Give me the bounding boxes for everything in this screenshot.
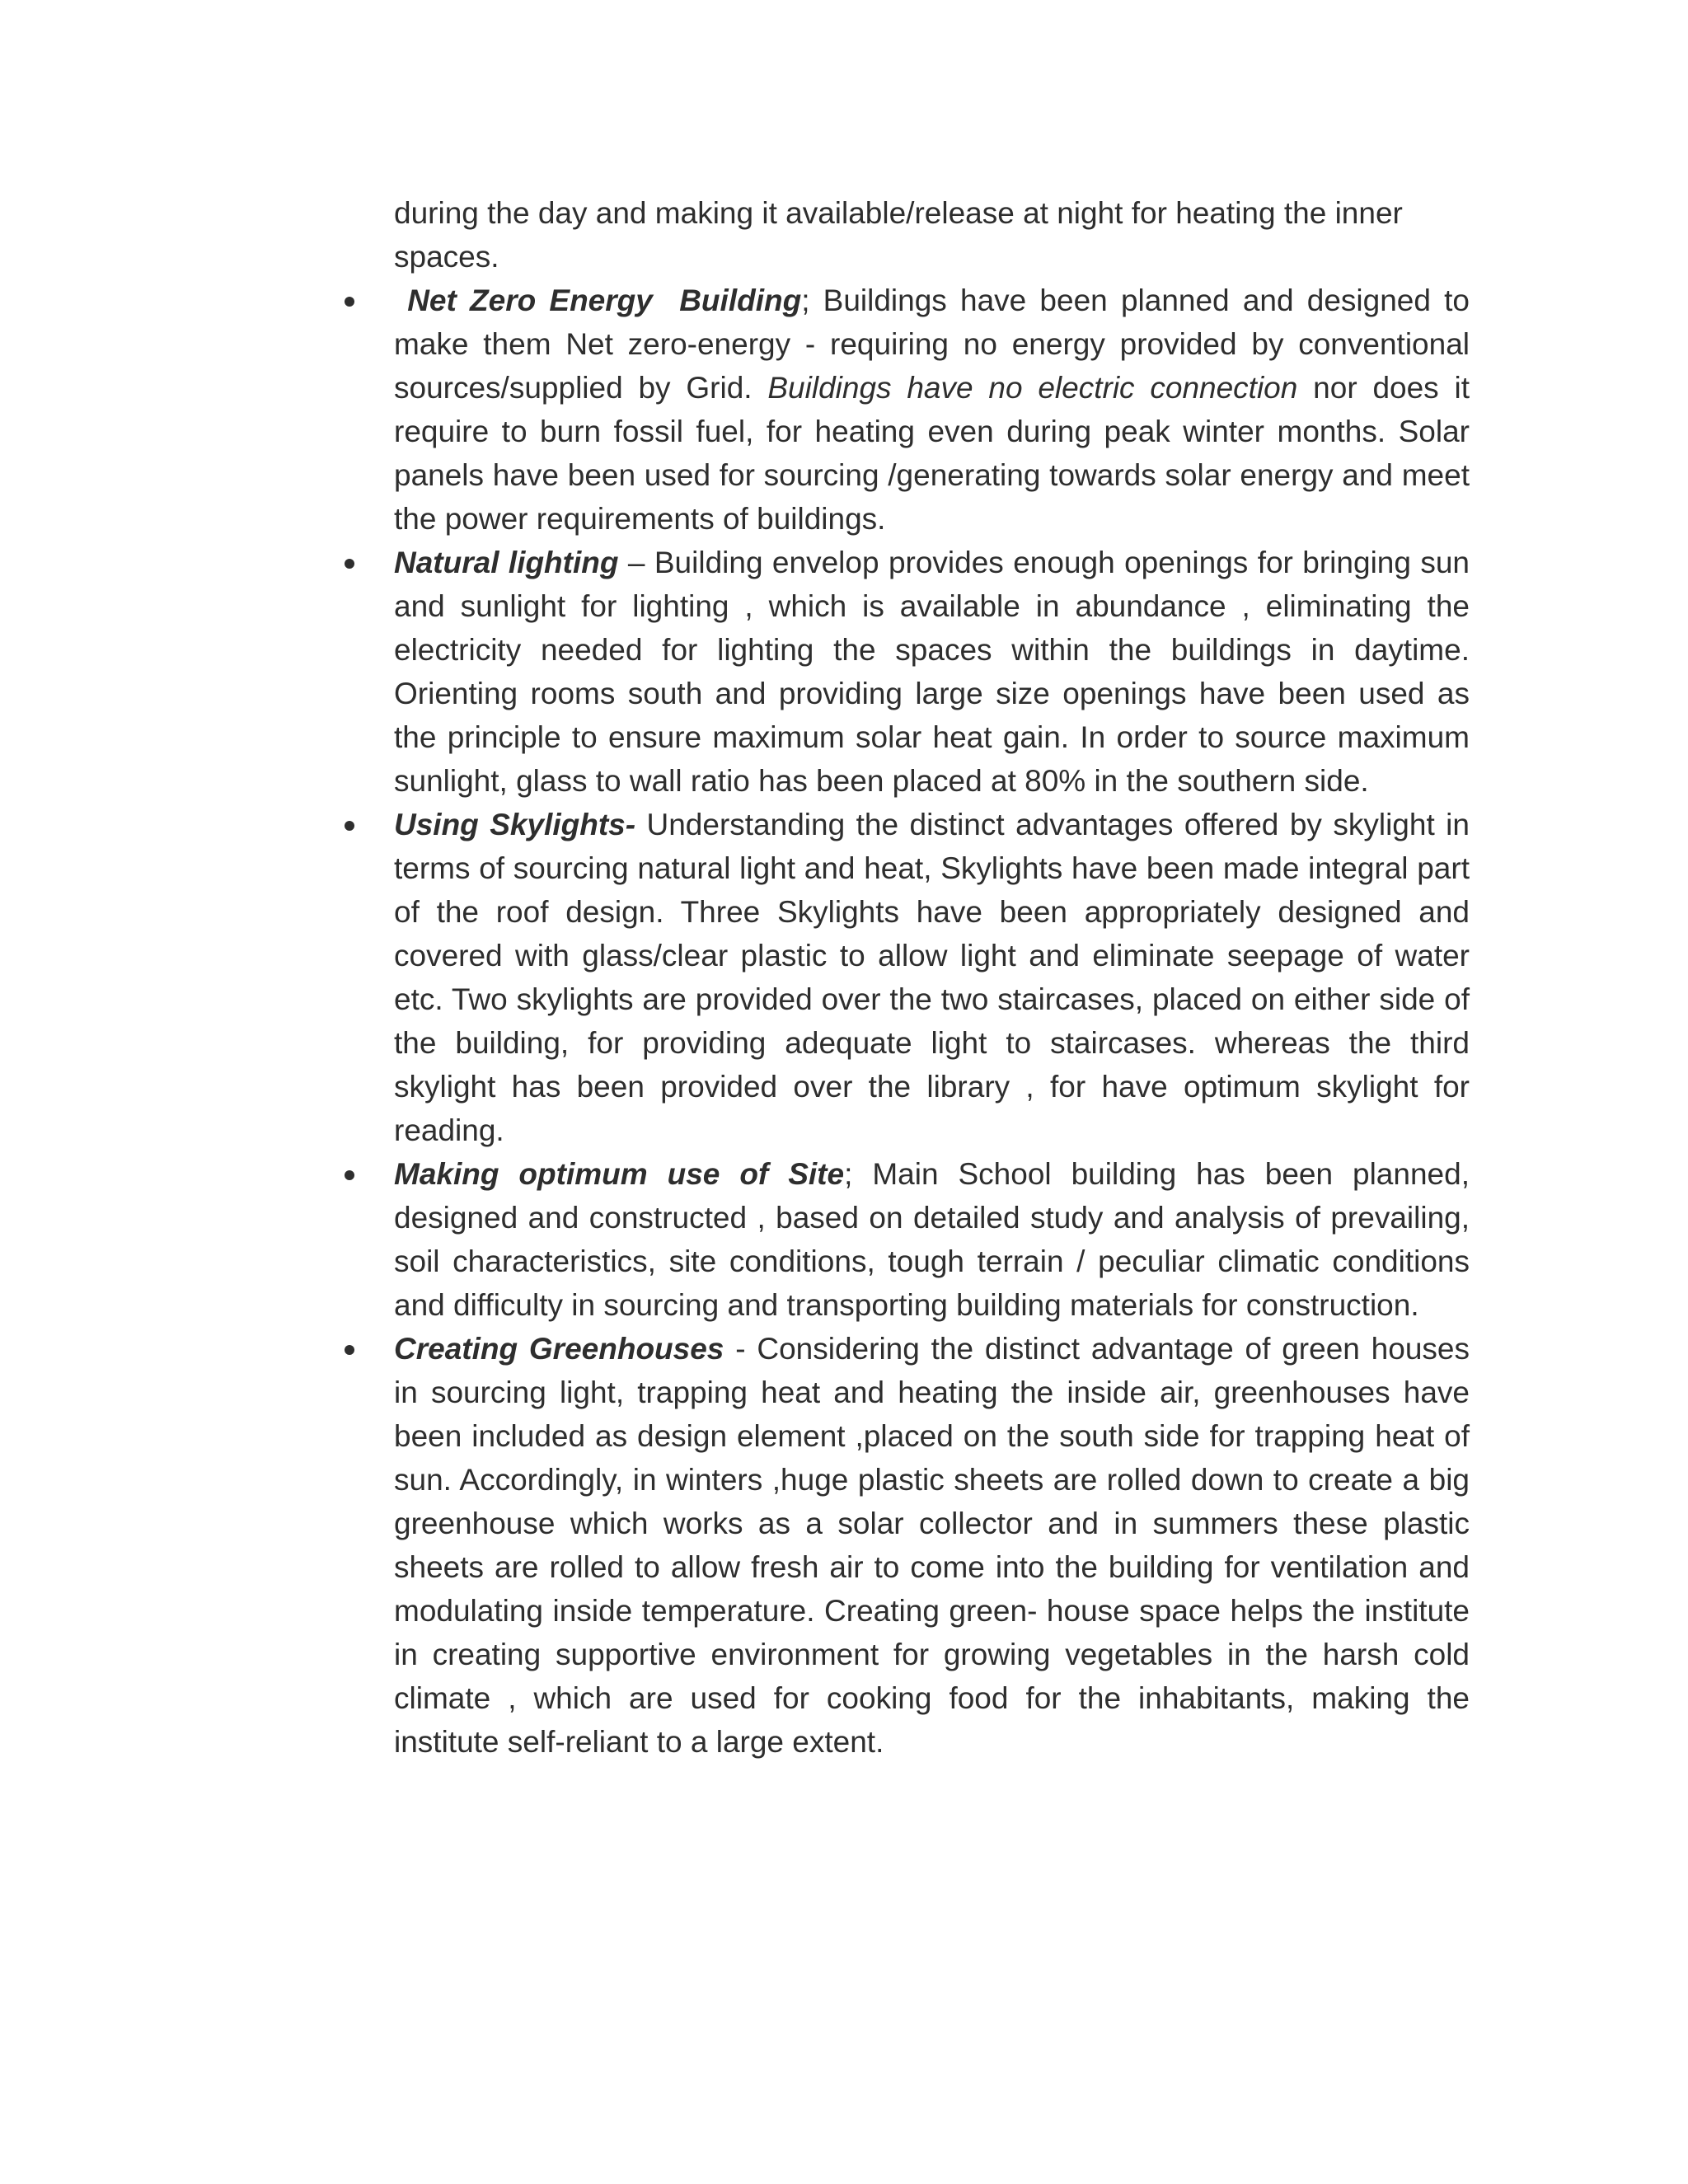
bullet-heading: Creating Greenhouses [394, 1332, 724, 1366]
bullet-text: Understanding the distinct advantages offered by skylight in terms of sourcing natural light and heat, Skylights have been made integral part of the roof design. Three Skylights have been appropriately designed and covered with glass/clear plastic to allow light and eliminate seepage of water etc. Two skylights are provided over the two staircases, placed on either side of the building, for providing adequate light to staircases. whereas the third skylight has been provided over the library , for have optimum skylight for reading. [394, 808, 1470, 1147]
bullet-heading: Net Zero Energy Building [394, 284, 802, 317]
bullet-using-skylights [394, 803, 1470, 1152]
bullet-text: – Building envelop provides enough openings for bringing sun and sunlight for lighting , which is available in abundance , eliminating the electricity needed for lighting the spaces within the buildings in daytime. Orienting rooms south and providing large size openings have been used as the principle to ensure maximum solar heat gain. In order to source maximum sunlight, glass to wall ratio has been placed at 80% in the southern side. [394, 546, 1470, 798]
bullet-dot-icon [345, 1170, 354, 1180]
document-body [394, 191, 1470, 1764]
bullet-text-rest: nor does it require to burn fossil fuel, for heating even during peak winter months. Solar panels have been used for sourcing /generating towards solar energy and meet the power requirements of buildings. [394, 371, 1470, 536]
bullet-heading: Using Skylights- [394, 808, 636, 841]
bullet-heading: Natural lighting [394, 546, 619, 579]
intro-paragraph: during the day and making it available/release at night for heating the inner spaces. [394, 196, 1403, 274]
bullet-net-zero-energy [394, 279, 1470, 541]
bullet-text: ; Main School building has been planned, designed and constructed , based on detailed study and analysis of prevailing, soil characteristics, site conditions, tough terrain / peculiar climatic conditions and difficulty in sourcing and transporting building materials for construction. [394, 1157, 1470, 1322]
bullet-list [394, 279, 1470, 1764]
bullet-creating-greenhouses [394, 1327, 1470, 1764]
bullet-dot-icon [345, 1345, 354, 1355]
bullet-natural-lighting [394, 541, 1470, 803]
bullet-optimum-use-of-site [394, 1152, 1470, 1327]
bullet-dot-icon [345, 297, 354, 307]
bullet-text: ; Buildings have been planned and designed to make them Net zero-energy - requiring no energy provided by conventional sources/supplied by Grid. [394, 284, 1470, 405]
bullet-text: - Considering the distinct advantage of green houses in sourcing light, trapping heat and heating the inside air, greenhouses have been included as design element ,placed on the south side for trapping heat of sun. Accordingly, in winters ,huge plastic sheets are rolled down to create a big greenhouse which works as a solar collector and in summers these plastic sheets are rolled to allow fresh air to come into the building for ventilation and modulating inside temperature. Creating green- house space helps the institute in creating supportive environment for growing vegetables in the harsh cold climate , which are used for cooking food for the inhabitants, making the institute self-reliant to a large extent. [394, 1332, 1470, 1759]
bullet-italic-text: Buildings have no electric connection [767, 371, 1298, 405]
bullet-heading: Making optimum use of Site [394, 1157, 845, 1191]
bullet-dot-icon [345, 821, 354, 831]
bullet-dot-icon [345, 559, 354, 569]
